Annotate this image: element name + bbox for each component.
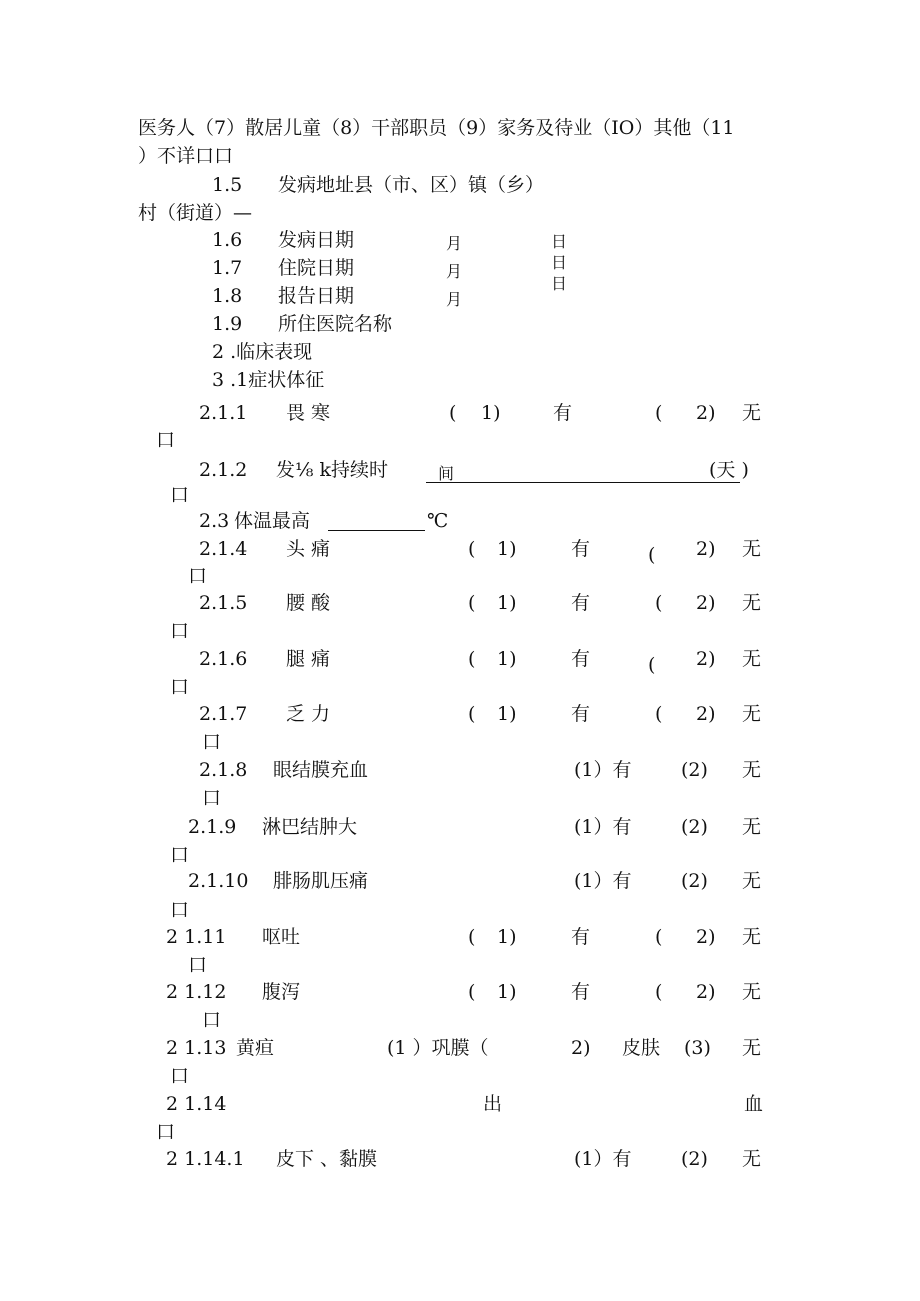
symptom-2-1-7-no: 无: [742, 703, 762, 725]
symptom-2-1-2-box: 口: [170, 484, 190, 506]
symptom-2-1-13-option-3: (3): [684, 1037, 711, 1059]
symptom-2-1-14-label: 出: [483, 1093, 503, 1115]
symptom-2-1-9-option-1: (1）有: [574, 816, 632, 838]
symptom-2-1-6-option-2: 2): [696, 648, 716, 670]
symptom-2-1-10-no: 无: [742, 870, 762, 892]
symptom-2-1-1-box: 口: [156, 429, 176, 451]
symptom-2-1-6-paren-2: (: [648, 654, 656, 676]
item-1-9-label: 所住医院名称: [278, 313, 393, 335]
symptom-2-1-14-1-label: 皮下 、黏膜: [276, 1148, 378, 1170]
symptom-2-1-4-yes: 有: [571, 538, 591, 560]
symptom-2-1-12-paren: (: [468, 981, 476, 1003]
symptom-2-1-9-label: 淋巴结肿大: [262, 816, 358, 838]
symptom-2-1-2-label: 发⅛ k持续时: [276, 459, 388, 481]
item-1-7-day: 日: [551, 253, 568, 272]
symptom-2-1-6-box: 口: [170, 676, 190, 698]
symptom-2-1-1-number: 2.1.1: [199, 402, 248, 424]
symptom-2-1-9-box: 口: [170, 844, 190, 866]
symptom-2-1-7-paren-2: (: [655, 703, 663, 725]
symptom-2-1-5-option-1: 1): [497, 592, 517, 614]
symptom-2-1-12-no: 无: [742, 981, 762, 1003]
symptom-2-1-2-blank-line: [426, 482, 740, 483]
symptom-2-1-7-option-2: 2): [696, 703, 716, 725]
symptom-2-1-7-paren: (: [468, 703, 476, 725]
symptom-2-1-11-option-1: 1): [497, 926, 517, 948]
item-1-7-number: 1.7: [212, 257, 243, 279]
symptom-2-1-14-1-option-1: (1）有: [574, 1148, 632, 1170]
symptom-2-1-4-option-2: 2): [696, 538, 716, 560]
symptom-2-1-1-paren: (: [449, 402, 457, 424]
symptom-2-1-11-yes: 有: [571, 926, 591, 948]
symptom-2-1-9-option-2: (2): [681, 816, 708, 838]
symptom-2-1-1-option-2: 2): [696, 402, 716, 424]
symptom-2-1-12-number: 2 1.12: [166, 981, 227, 1003]
item-1-6-label: 发病日期: [278, 229, 355, 251]
item-1-6-day: 日: [551, 232, 568, 251]
symptom-2-1-1-paren-2: (: [655, 402, 663, 424]
symptom-2-1-12-option-1: 1): [497, 981, 517, 1003]
symptom-2-1-13-option-2: 2): [571, 1037, 591, 1059]
symptom-2-1-12-box: 口: [202, 1009, 222, 1031]
symptom-2-1-7-yes: 有: [571, 703, 591, 725]
symptom-2-1-14-1-number: 2 1.14.1: [166, 1148, 245, 1170]
symptom-2-1-6-number: 2.1.6: [199, 648, 248, 670]
item-1-8-number: 1.8: [212, 285, 243, 307]
symptom-2-1-5-box: 口: [170, 620, 190, 642]
symptom-2-1-10-number: 2.1.10: [188, 870, 249, 892]
symptom-2-1-5-number: 2.1.5: [199, 592, 248, 614]
symptom-2-1-11-option-2: 2): [696, 926, 716, 948]
item-1-6-month: 月: [446, 234, 463, 253]
symptom-2-1-11-label: 呕吐: [262, 926, 301, 948]
item-1-6-number: 1.6: [212, 229, 243, 251]
symptom-2-3-blank-line: [328, 530, 425, 531]
symptom-2-1-5-yes: 有: [571, 592, 591, 614]
symptom-2-1-12-yes: 有: [571, 981, 591, 1003]
symptom-2-1-14-1-option-2: (2): [681, 1148, 708, 1170]
item-1-8-month: 月: [446, 290, 463, 309]
symptom-2-1-13-number: 2 1.13: [166, 1037, 227, 1059]
symptom-2-1-10-box: 口: [170, 899, 190, 921]
symptom-2-1-6-no: 无: [742, 648, 762, 670]
occupation-line-1: 医务人（7）散居儿童（8）干部职员（9）家务及待业（IO）其他（11: [138, 117, 735, 139]
symptom-2-1-11-number: 2 1.11: [166, 926, 227, 948]
symptom-2-1-4-label: 头 痛: [286, 538, 331, 560]
symptom-2-1-11-no: 无: [742, 926, 762, 948]
symptom-2-1-6-yes: 有: [571, 648, 591, 670]
item-1-5-number: 1.5: [212, 174, 243, 196]
symptom-2-1-7-box: 口: [202, 731, 222, 753]
symptom-2-1-10-option-1: (1）有: [574, 870, 632, 892]
symptom-2-1-13-option-2-label: 皮肤: [622, 1037, 661, 1059]
symptom-2-1-7-option-1: 1): [497, 703, 517, 725]
symptom-2-1-12-option-2: 2): [696, 981, 716, 1003]
symptom-2-1-7-label: 乏 力: [286, 703, 331, 725]
symptom-2-1-13-option-1: (1 ）巩膜（: [387, 1037, 489, 1059]
symptom-2-1-1-option-1: 1): [481, 402, 501, 424]
occupation-line-2: ）不详口口: [138, 145, 234, 167]
symptom-2-1-12-label: 腹泻: [262, 981, 301, 1003]
symptom-2-1-6-option-1: 1): [497, 648, 517, 670]
symptom-2-1-4-paren: (: [468, 538, 476, 560]
symptom-2-1-12-paren-2: (: [655, 981, 663, 1003]
item-1-9-number: 1.9: [212, 313, 243, 335]
symptom-2-1-10-option-2: (2): [681, 870, 708, 892]
item-1-8-label: 报告日期: [278, 285, 355, 307]
symptom-2-1-2-unit: (天 ): [709, 459, 749, 481]
symptom-2-3-label: 体温最高: [234, 510, 311, 532]
symptom-2-1-8-box: 口: [202, 787, 222, 809]
symptom-2-1-10-label: 腓肠肌压痛: [273, 870, 369, 892]
symptom-2-1-1-no: 无: [742, 402, 762, 424]
item-1-5-continuation: 村（街道）—: [138, 202, 253, 224]
symptom-2-1-14-label-2: 血: [744, 1093, 764, 1115]
symptom-2-1-8-no: 无: [742, 759, 762, 781]
section-2-1-heading: 3 .1症状体征: [212, 369, 325, 391]
symptom-2-1-5-paren-2: (: [655, 592, 663, 614]
symptom-2-1-4-option-1: 1): [497, 538, 517, 560]
symptom-2-1-13-no: 无: [742, 1037, 762, 1059]
item-1-5-label: 发病地址县（市、区）镇（乡）: [278, 174, 545, 196]
symptom-2-1-14-box: 口: [156, 1121, 176, 1143]
symptom-2-1-1-yes: 有: [553, 402, 573, 424]
symptom-2-1-14-1-no: 无: [742, 1148, 762, 1170]
symptom-2-1-2-number: 2.1.2: [199, 459, 248, 481]
symptom-2-1-4-paren-2: (: [648, 544, 656, 566]
symptom-2-1-4-box: 口: [188, 565, 208, 587]
symptom-2-1-9-number: 2.1.9: [188, 816, 237, 838]
item-1-7-label: 住院日期: [278, 257, 355, 279]
symptom-2-1-5-option-2: 2): [696, 592, 716, 614]
symptom-2-1-13-label: 黄疸: [236, 1037, 275, 1059]
symptom-2-1-8-label: 眼结膜充血: [273, 759, 369, 781]
symptom-2-1-8-option-2: (2): [681, 759, 708, 781]
symptom-2-3-unit: ℃: [427, 510, 449, 532]
symptom-2-1-5-paren: (: [468, 592, 476, 614]
symptom-2-1-4-number: 2.1.4: [199, 538, 248, 560]
symptom-2-1-5-label: 腰 酸: [286, 592, 331, 614]
symptom-2-1-9-no: 无: [742, 816, 762, 838]
symptom-2-1-8-option-1: (1）有: [574, 759, 632, 781]
symptom-2-1-1-label: 畏 寒: [286, 402, 331, 424]
item-1-8-day: 日: [551, 274, 568, 293]
symptom-2-1-6-paren: (: [468, 648, 476, 670]
symptom-2-1-11-paren-2: (: [655, 926, 663, 948]
symptom-2-1-11-paren: (: [468, 926, 476, 948]
symptom-2-1-7-number: 2.1.7: [199, 703, 248, 725]
symptom-2-1-8-number: 2.1.8: [199, 759, 248, 781]
symptom-2-3-number: 2.3: [199, 510, 230, 532]
symptom-2-1-4-no: 无: [742, 538, 762, 560]
section-2-heading: 2 .临床表现: [212, 341, 313, 363]
item-1-7-month: 月: [446, 262, 463, 281]
symptom-2-1-2-blank-text: 间: [438, 464, 455, 483]
symptom-2-1-6-label: 腿 痛: [286, 648, 331, 670]
symptom-2-1-5-no: 无: [742, 592, 762, 614]
symptom-2-1-14-number: 2 1.14: [166, 1093, 227, 1115]
symptom-2-1-13-box: 口: [170, 1065, 190, 1087]
symptom-2-1-11-box: 口: [188, 954, 208, 976]
